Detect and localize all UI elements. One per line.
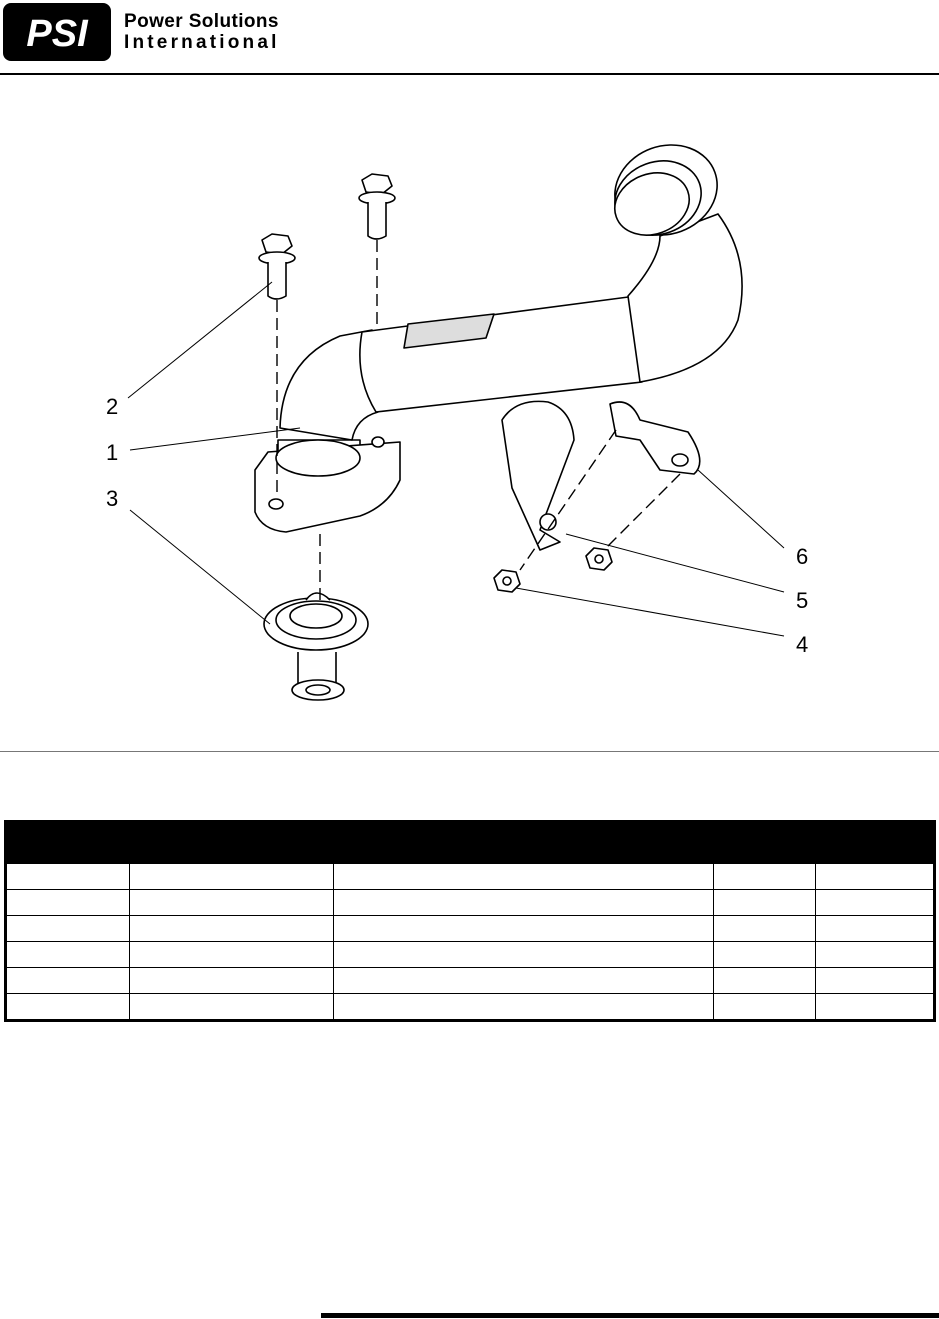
table-row <box>6 916 935 942</box>
table-cell <box>130 864 334 890</box>
header-cell <box>334 822 714 864</box>
header-cell <box>816 822 935 864</box>
table-cell <box>6 864 130 890</box>
table-cell <box>6 890 130 916</box>
section-divider <box>0 751 939 752</box>
flange-nut-4 <box>494 570 520 592</box>
table-cell <box>714 890 816 916</box>
psi-logo <box>2 2 112 62</box>
table-cell <box>816 864 935 890</box>
footer-rule <box>321 1313 939 1318</box>
table-cell <box>334 916 714 942</box>
table-row <box>6 890 935 916</box>
table-cell <box>816 968 935 994</box>
table-cell <box>6 942 130 968</box>
callout-2: 2 <box>106 394 119 419</box>
callout-4: 4 <box>796 632 809 657</box>
header-divider <box>0 73 939 75</box>
flange-nut-5 <box>586 548 612 570</box>
table-row <box>6 942 935 968</box>
table-cell <box>130 942 334 968</box>
parts-table <box>4 820 936 1022</box>
callout-5: 5 <box>796 588 809 613</box>
table-cell <box>334 942 714 968</box>
header-cell <box>6 822 130 864</box>
callout-6: 6 <box>796 544 809 569</box>
table-cell <box>130 890 334 916</box>
exploded-parts-diagram <box>0 80 939 740</box>
table-cell <box>714 968 816 994</box>
table-row <box>6 968 935 994</box>
header-cell <box>714 822 816 864</box>
table-cell <box>130 994 334 1021</box>
table-cell <box>816 942 935 968</box>
thermostat <box>264 593 368 700</box>
header-cell <box>130 822 334 864</box>
table-cell <box>130 916 334 942</box>
table-cell <box>714 864 816 890</box>
table-cell <box>334 994 714 1021</box>
table-cell <box>334 968 714 994</box>
table-row <box>6 864 935 890</box>
logo-text: PSI <box>26 13 88 55</box>
table-cell <box>714 916 816 942</box>
table-cell <box>6 968 130 994</box>
flange-bolt-right <box>359 174 395 239</box>
table-cell <box>816 890 935 916</box>
table-header-row <box>6 822 935 864</box>
company-name-line1: Power Solutions <box>124 11 279 32</box>
table-cell <box>816 916 935 942</box>
company-name-line2: International <box>124 32 280 53</box>
page-header <box>0 0 939 76</box>
table-cell <box>130 968 334 994</box>
table-row <box>6 994 935 1021</box>
table-cell <box>6 994 130 1021</box>
callout-3: 3 <box>106 486 119 511</box>
mounting-bracket <box>610 402 700 474</box>
table-cell <box>334 890 714 916</box>
table-cell <box>714 942 816 968</box>
callout-1: 1 <box>106 440 119 465</box>
pipe-clamp-bracket <box>502 401 574 550</box>
flange-bolt-left <box>259 234 295 299</box>
table-cell <box>6 916 130 942</box>
table-cell <box>334 864 714 890</box>
table-cell <box>816 994 935 1021</box>
table-cell <box>714 994 816 1021</box>
